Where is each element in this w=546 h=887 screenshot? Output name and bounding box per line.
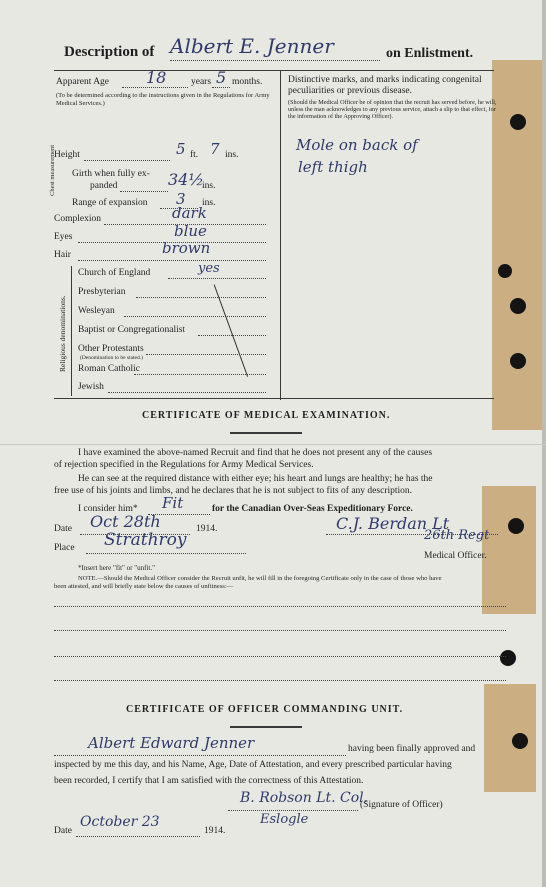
religion-item-1: Church of England xyxy=(78,268,151,278)
religion-item-3: Wesleyan xyxy=(78,306,115,316)
expansion-label: Range of expansion xyxy=(72,198,148,208)
religion-side-label: Religious denominations. xyxy=(58,295,67,372)
consider-value: Fit xyxy=(162,494,184,512)
punch-hole-3 xyxy=(510,298,526,314)
complexion-value: dark xyxy=(172,204,207,222)
eyes-label: Eyes xyxy=(54,232,73,242)
commanding-signature-label: (Signature of Officer) xyxy=(360,800,443,810)
height-in-value: 7 xyxy=(210,140,220,158)
hair-line xyxy=(78,260,266,261)
frame-top-line xyxy=(54,70,494,71)
hair-value: brown xyxy=(162,239,211,257)
consider-label: I consider him* xyxy=(78,504,138,514)
unfit-line-3 xyxy=(54,656,506,657)
unfit-note-line1: NOTE.—Should the Medical Officer consider the Recruit unfit, he will fill in the foregoing Certificate only in the case of those who have xyxy=(78,575,442,582)
header-recruit-name: Albert E. Jenner xyxy=(170,34,334,58)
religion-other-note: (Denomination to be stated.) xyxy=(80,355,143,361)
medical-title: CERTIFICATE OF MEDICAL EXAMINATION. xyxy=(142,410,391,421)
height-label: Height xyxy=(54,150,80,160)
religion-line-7 xyxy=(108,392,266,393)
complexion-label: Complexion xyxy=(54,214,101,224)
expansion-value: 3 xyxy=(176,190,186,208)
commanding-signature-sub: Eslogle xyxy=(260,812,309,827)
apparent-age-label: Apparent Age xyxy=(56,77,110,87)
punch-hole-2 xyxy=(498,264,512,278)
marks-value-line2: left thigh xyxy=(298,158,368,176)
punch-hole-1 xyxy=(510,114,526,130)
girth-label-1: Girth when fully ex- xyxy=(72,169,150,179)
page-fold-line xyxy=(0,444,546,445)
marks-title: Distinctive marks, and marks indicating congenital peculiarities or previous disease. xyxy=(288,75,482,96)
medical-para2-line2: free use of his joints and limbs, and he declares that he is not subject to fits of any description. xyxy=(54,486,413,496)
commanding-date-label: Date xyxy=(54,826,72,836)
commanding-name-value: Albert Edward Jenner xyxy=(88,734,255,752)
height-ft-unit: ft. xyxy=(190,150,199,160)
frame-center-divider xyxy=(280,70,281,400)
punch-hole-7 xyxy=(512,733,528,749)
insert-note: *Insert here "fit" or "unfit." xyxy=(78,564,155,572)
religion-item-7: Jewish xyxy=(78,382,104,392)
expansion-unit: ins. xyxy=(202,198,216,208)
girth-label-2: panded xyxy=(90,181,118,191)
years-label: years xyxy=(191,77,212,87)
religion-item-5: Other Protestants xyxy=(78,344,144,354)
punch-hole-4 xyxy=(510,353,526,369)
commanding-year: 1914. xyxy=(204,826,226,836)
religion-item-4: Baptist or Congregationalist xyxy=(78,325,186,335)
medical-year: 1914. xyxy=(196,524,218,534)
punch-hole-5 xyxy=(508,518,524,534)
frame-bottom-line xyxy=(54,398,494,399)
medical-para2-line1: He can see at the required distance with either eye; his heart and lungs are healthy; he has the xyxy=(78,474,433,484)
commanding-date-value: October 23 xyxy=(80,814,160,830)
age-note: (To be determined according to the instructions given in the Regulations for Army Medical Services.) xyxy=(56,92,270,107)
chest-label: Chest measurement xyxy=(49,144,56,196)
religion-bracket xyxy=(71,266,72,396)
years-value: 18 xyxy=(146,68,167,87)
religion-pen-stroke xyxy=(213,284,248,377)
header-description-of: Description of xyxy=(64,44,155,60)
religion-item-2: Presbyterian xyxy=(78,287,126,297)
unfit-line-2 xyxy=(54,630,506,631)
eyes-value: blue xyxy=(174,222,207,240)
medical-date-label: Date xyxy=(54,524,72,534)
officer-unit: 26th Regt xyxy=(424,528,490,543)
place-line xyxy=(86,553,246,554)
religion-item-6: Roman Catholic xyxy=(78,364,141,374)
force-label: for the Canadian Over-Seas Expeditionary Force. xyxy=(212,504,413,514)
hair-label: Hair xyxy=(54,250,71,260)
medical-officer-label: Medical Officer. xyxy=(424,551,487,561)
marks-note: (Should the Medical Officer be of opinion that the recruit has served before, he will, unless the man acknowledges to any previous service, attach a slip to that effect, for the information of the Approving Officer). xyxy=(288,99,497,120)
commanding-signature: B. Robson Lt. Col. xyxy=(240,790,369,806)
commanding-line1-end: having been finally approved and xyxy=(348,744,476,754)
height-in-unit: ins. xyxy=(225,150,239,160)
commanding-title-rule xyxy=(230,726,302,728)
unfit-line-4 xyxy=(54,680,506,681)
medical-para1-line2: of rejection specified in the Regulations for Army Medical Services. xyxy=(54,460,314,470)
girth-line xyxy=(120,191,168,192)
medical-para1-line1: I have examined the above-named Recruit and find that he does not present any of the causes xyxy=(78,448,433,458)
header-name-line xyxy=(170,60,380,61)
religion-marked-value: yes xyxy=(198,261,220,276)
height-line xyxy=(84,160,170,161)
place-value: Strathroy xyxy=(104,530,187,550)
religion-line-2 xyxy=(136,297,266,298)
commanding-line3: been recorded, I certify that I am satisfied with the correctness of this Attestation. xyxy=(54,776,364,786)
religion-line-5 xyxy=(146,354,266,355)
medical-title-rule xyxy=(230,432,302,434)
punch-hole-6 xyxy=(500,650,516,666)
unfit-line-1 xyxy=(54,606,506,607)
height-ft-value: 5 xyxy=(176,140,186,158)
officer-signature: C.J. Berdan Lt xyxy=(336,514,450,533)
tape-strip-middle xyxy=(482,486,536,614)
years-line xyxy=(122,87,188,88)
girth-unit: ins. xyxy=(202,181,216,191)
months-line xyxy=(212,87,230,88)
marks-value-line1: Mole on back of xyxy=(296,136,418,154)
months-label: months. xyxy=(232,77,263,87)
commanding-name-line xyxy=(54,755,346,756)
unfit-note-line2: been attested, and will briefly state below the causes of unfitness:— xyxy=(54,583,234,590)
tape-strip-bottom xyxy=(484,684,536,792)
place-label: Place xyxy=(54,543,75,553)
header-on-enlistment: on Enlistment. xyxy=(386,46,474,61)
commanding-date-line xyxy=(76,836,200,837)
girth-value: 34½ xyxy=(168,170,204,189)
commanding-signature-line xyxy=(228,810,358,811)
months-value: 5 xyxy=(216,68,227,87)
commanding-title: CERTIFICATE OF OFFICER COMMANDING UNIT. xyxy=(126,704,404,715)
commanding-line2: inspected by me this day, and his Name, Age, Date of Attestation, and every prescribed particular having xyxy=(54,760,452,770)
religion-line-1 xyxy=(168,278,266,279)
religion-line-3 xyxy=(124,316,266,317)
medical-date-value: Oct 28th xyxy=(90,512,161,531)
